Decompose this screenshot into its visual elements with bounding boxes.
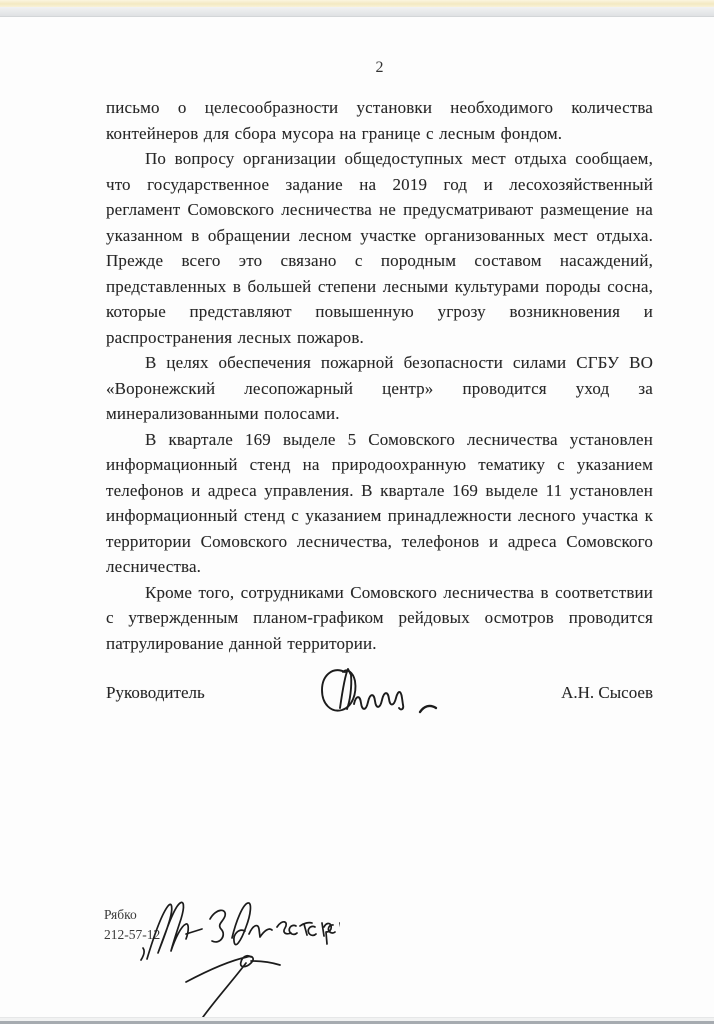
scan-edge-bottom [0, 1017, 714, 1024]
scan-edge-top-shadow [0, 7, 714, 17]
scan-edge-top-cream [0, 0, 714, 7]
signature-block [106, 663, 653, 719]
letter-page [0, 17, 714, 1017]
director-signature-icon [318, 663, 448, 719]
paragraph-patrols: Кроме того, сотрудниками Сомовского лесничества в соответствии с утвержденным планом-графиком рейдовых осмотров проводится патрулирование данной территории. [106, 582, 653, 653]
flourish-signature-icon [183, 951, 285, 1019]
paragraph-continuation: письмо о целесообразности установки необходимого количества контейнеров для сбора мусора на границе с лесным фондом. [106, 98, 653, 143]
paragraph-fire-safety: В целях обеспечения пожарной безопасности силами СГБУ ВО «Воронежский лесопожарный центр» проводится уход за минерализованными полосами. [106, 353, 653, 423]
executor-phone: 212-57-12 [104, 926, 161, 942]
signatory-name: А.Н. Сысоев [561, 683, 653, 702]
page-number: 2 [375, 59, 384, 76]
signatory-title: Руководитель [106, 683, 205, 702]
paragraph-recreation-places: По вопросу организации общедоступных мест отдыха сообщаем, что государственное задание на 2019 год и лесохозяйственный регламент Сомовского лесничества не предусматривают размещение на указанном в обращении лесном участке организованных мест отдыха. Прежде всего это связано с породным составом насаждений, представленных в большей степени лесными культурами породы сосна, которые представляют повышенную угрозу возникновения и распространения лесных пожаров. [106, 149, 653, 347]
executor-name: Рябко [104, 907, 137, 922]
paragraph-information-stands: В квартале 169 выделе 5 Сомовского лесничества установлен информационный стенд на природоохранную тематику с указанием телефонов и адреса управления. В квартале 169 выделе 11 установлен информационный стенд с указанием принадлежности лесного участка к территории Сомовского лесничества, телефонов и адреса Сомовского лесничества. [106, 429, 653, 576]
letter-body [106, 95, 653, 656]
